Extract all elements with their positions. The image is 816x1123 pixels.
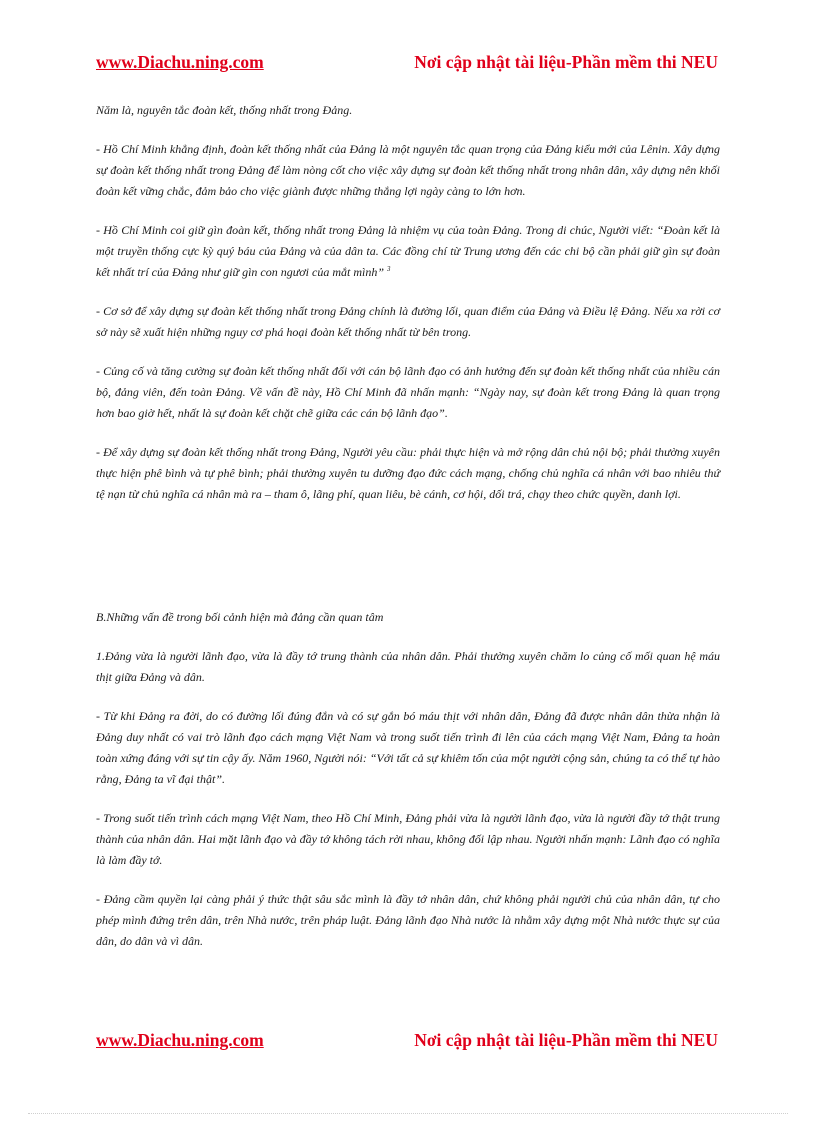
paragraph: - Để xây dựng sự đoàn kết thống nhất trong Đảng, Người yêu cầu: phải thực hiện và mở rộng dân chủ nội bộ; phải thường xuyên thực hiện phê bình và tự phê bình; phải thường xuyên tu dưỡng đạo đức cách mạng, chống chủ nghĩa cá nhân với bao nhiêu thứ tệ nạn từ chủ nghĩa cá nhân mà ra – tham ô, lãng phí, quan liêu, bè cánh, cơ hội, dối trá, chạy theo chức quyền, danh lợi. [96, 445, 720, 501]
paragraph: - Củng cố và tăng cường sự đoàn kết thống nhất đối với cán bộ lãnh đạo có ảnh hưởng đến sự đoàn kết thống nhất của nhiều cán bộ, đảng viên, đến toàn Đảng. Về vấn đề này, Hồ Chí Minh đã nhấn mạnh: “Ngày nay, sự đoàn kết trong Đảng là quan trọng hơn bao giờ hết, nhất là sự đoàn kết chặt chẽ giữa các cán bộ lãnh đạo”. [96, 364, 720, 420]
paragraph-text: - Hồ Chí Minh coi giữ gìn đoàn kết, thống nhất trong Đảng là nhiệm vụ của toàn Đảng. Trong di chúc, Người viết: “Đoàn kết là một truyền thống cực kỳ quý báu của Đảng và của dân ta. Các đồng chí từ Trung ương đến các chi bộ cần phải giữ gìn sự đoàn kết nhất trí của Đảng như giữ gìn con ngươi của mắt mình” [96, 223, 720, 279]
site-link[interactable]: www.Diachu.ning.com [96, 1030, 264, 1050]
paragraph: - Đảng cầm quyền lại càng phải ý thức thật sâu sắc mình là đầy tớ nhân dân, chứ không phải người chủ của nhân dân, tự cho phép mình đứng trên dân, trên Nhà nước, trên pháp luật. Đảng lãnh đạo Nhà nước là nhằm xây dựng một Nhà nước thực sự của dân, do dân và vì dân. [96, 892, 720, 948]
paragraph: - Từ khi Đảng ra đời, do có đường lối đúng đắn và có sự gắn bó máu thịt với nhân dân, Đảng đã được nhân dân thừa nhận là Đảng duy nhất có vai trò lãnh đạo cách mạng Việt Nam và trong suốt tiến trình đi lên của cách mạng Việt Nam, Đảng ta hoàn toàn xứng đáng với sự tin cậy ấy. Năm 1960, Người nói: “Với tất cả sự khiêm tốn của một người cộng sản, chúng ta có thể tự hào rằng, Đảng ta vĩ đại thật”. [96, 709, 720, 786]
paragraph: - Hồ Chí Minh khẳng định, đoàn kết thống nhất của Đảng là một nguyên tắc quan trọng của Đảng kiểu mới của Lênin. Xây dựng sự đoàn kết thống nhất trong Đảng để làm nòng cốt cho việc xây dựng sự đoàn kết thống nhất trong nhân dân, xây dựng nên khối đoàn kết vững chắc, đảm bảo cho việc giành được những thắng lợi ngày càng to lớn hơn. [96, 142, 720, 198]
header-tagline: Nơi cập nhật tài liệu-Phần mềm thi NEU [414, 52, 718, 72]
paragraph: 1.Đảng vừa là người lãnh đạo, vừa là đầy tớ trung thành của nhân dân. Phải thường xuyên chăm lo củng cố mối quan hệ máu thịt giữa Đảng và dân. [96, 649, 720, 684]
page-bottom-divider [28, 1113, 788, 1114]
paragraph: - Cơ sở để xây dựng sự đoàn kết thống nhất trong Đảng chính là đường lối, quan điểm của Đảng và Điều lệ Đảng. Nếu xa rời cơ sở này sẽ xuất hiện những nguy cơ phá hoại đoàn kết thống nhất từ bên trong. [96, 304, 720, 339]
section-heading: B.Những vấn đề trong bối cảnh hiện mà đảng cần quan tâm [96, 610, 384, 624]
footnote-ref[interactable]: 3 [387, 265, 391, 273]
paragraph: Năm là, nguyên tắc đoàn kết, thống nhất trong Đảng. [96, 103, 353, 117]
paragraph: - Trong suốt tiến trình cách mạng Việt Nam, theo Hồ Chí Minh, Đảng phải vừa là người lãnh đạo, vừa là người đầy tớ thật trung thành của nhân dân. Hai mặt lãnh đạo và đầy tớ không tách rời nhau, không đối lập nhau. Người nhấn mạnh: Lãnh đạo có nghĩa là làm đầy tớ. [96, 811, 720, 867]
document-body [96, 100, 720, 952]
site-link[interactable]: www.Diachu.ning.com [96, 52, 264, 72]
paragraph [96, 220, 720, 283]
footer-tagline: Nơi cập nhật tài liệu-Phần mềm thi NEU [414, 1030, 718, 1050]
page-footer [96, 1030, 718, 1054]
page-header [96, 52, 718, 76]
